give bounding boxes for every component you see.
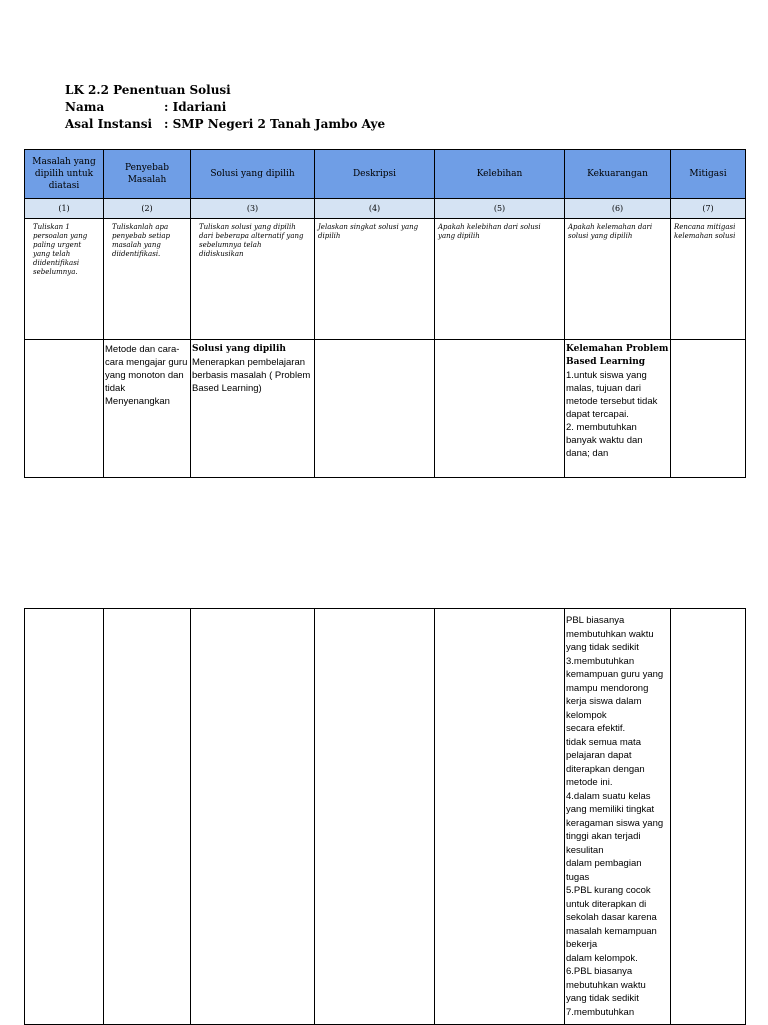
instruction-cell: Apakah kelemahan dari solusi yang dipilih (565, 219, 671, 340)
column-header: Penyebab Masalah (104, 150, 191, 199)
column-number: (6) (565, 199, 671, 219)
text-line: bekerja (566, 939, 598, 950)
instansi-label: Asal Instansi (65, 117, 153, 131)
text-line: tidak semua mata (566, 736, 641, 748)
text-line: dalam kelompok. (566, 952, 638, 964)
worksheet-header (65, 82, 385, 133)
masalah-continued-cell (25, 609, 104, 1025)
kekurangan-answer-cell (565, 340, 671, 478)
text-line: kerja siswa dalam (566, 696, 642, 707)
text-line: banyak waktu dan (566, 435, 643, 446)
column-number: (3) (191, 199, 315, 219)
instruction-cell: Rencana mitigasi kelemahan solusi (671, 219, 746, 340)
column-header: Solusi yang dipilih (191, 150, 315, 199)
text-line: yang tidak sedikit (566, 993, 639, 1004)
text-line: metode tersebut tidak (566, 396, 658, 407)
column-number: (2) (104, 199, 191, 219)
penyebab-continued-cell (104, 609, 191, 1025)
penyebab-answer-cell: Metode dan cara-cara mengajar guru yang monoton dan tidak Menyenangkan (104, 340, 191, 478)
instruction-cell: Tuliskanlah apa penyebab setiap masalah yang diidentifikasi. (104, 219, 191, 340)
text-line: 7.membutuhkan (566, 1006, 635, 1018)
kekurangan-continued-cell (565, 609, 671, 1025)
nama-value: : Idariani (164, 100, 227, 114)
column-header: Deskripsi (315, 150, 435, 199)
kekurangan-continued-lines (566, 614, 669, 1019)
text-line: sekolah dasar karena (566, 912, 657, 923)
text-line: metode ini. (566, 777, 613, 788)
text-line: masalah kemampuan (566, 925, 657, 937)
worksheet-title-row (65, 82, 385, 99)
kekurangan-answer-lines (566, 369, 669, 460)
solusi-continued-cell (191, 609, 315, 1025)
solusi-answer-text: Menerapkan pembelajaran berbasis masalah ( Problem Based Learning) (192, 357, 311, 394)
text-line: kemampuan guru yang (566, 669, 664, 680)
text-line: secara efektif. (566, 723, 626, 734)
instruction-cell: Tuliskan solusi yang dipilih dari beberapa alternatif yang sebelumnya telah didiskusikan (191, 219, 315, 340)
continued-row (25, 609, 746, 1025)
answer-row (25, 340, 746, 478)
masalah-answer-cell (25, 340, 104, 478)
table-header-row (25, 150, 746, 199)
text-line: mampu mendorong (566, 682, 649, 694)
mitigasi-answer-cell (671, 340, 746, 478)
kelebihan-answer-cell (435, 340, 565, 478)
kelebihan-continued-cell (435, 609, 565, 1025)
instruction-cell: Jelaskan singkat solusi yang dipilih (315, 219, 435, 340)
column-number: (5) (435, 199, 565, 219)
instruction-cell: Apakah kelebihan dari solusi yang dipilih (435, 219, 565, 340)
text-line: 6.PBL biasanya (566, 966, 633, 977)
text-line: tugas (566, 871, 590, 883)
text-line: PBL biasanya (566, 615, 625, 626)
instruction-cell: Tuliskan 1 persoalan yang paling urgent yang telah diidentifikasi sebelumnya. (25, 219, 104, 340)
instruction-row (25, 219, 746, 340)
text-line: dana; dan (566, 448, 609, 459)
column-header: Masalah yang dipilih untuk diatasi (25, 150, 104, 199)
column-header: Kelebihan (435, 150, 565, 199)
text-line: untuk diterapkan di (566, 898, 647, 910)
column-number: (4) (315, 199, 435, 219)
text-line: mebutuhkan waktu (566, 979, 646, 991)
text-line: keragaman siswa yang (566, 817, 664, 829)
column-number: (7) (671, 199, 746, 219)
text-line: tinggi akan terjadi (566, 831, 641, 842)
deskripsi-continued-cell (315, 609, 435, 1025)
text-line: yang tidak sedikit (566, 642, 639, 653)
column-number-row (25, 199, 746, 219)
text-line: pelajaran dapat (566, 750, 632, 761)
solusi-answer-cell (191, 340, 315, 478)
text-line: kelompok (566, 709, 607, 721)
text-line: diterapkan dengan (566, 763, 645, 775)
kekurangan-answer-title: Kelemahan Problem Based Learning (566, 344, 669, 367)
text-line: dapat tercapai. (566, 409, 629, 420)
deskripsi-answer-cell (315, 340, 435, 478)
instansi-value: : SMP Negeri 2 Tanah Jambo Aye (164, 117, 386, 131)
text-line: 4.dalam suatu kelas (566, 790, 651, 802)
solusi-answer-title: Solusi yang dipilih (192, 344, 286, 354)
text-line: 3.membutuhkan (566, 655, 635, 667)
instansi-row (65, 116, 385, 133)
text-line: 5.PBL kurang cocok (566, 885, 651, 896)
solution-table (24, 149, 746, 478)
mitigasi-continued-cell (671, 609, 746, 1025)
text-line: 2. membutuhkan (566, 422, 637, 433)
text-line: malas, tujuan dari (566, 383, 641, 394)
worksheet-title: LK 2.2 Penentuan Solusi (65, 83, 231, 97)
column-header: Mitigasi (671, 150, 746, 199)
text-line: yang memiliki tingkat (566, 804, 655, 815)
column-number: (1) (25, 199, 104, 219)
solution-table-continued (24, 608, 746, 1025)
text-line: membutuhkan waktu (566, 628, 654, 640)
nama-row (65, 99, 385, 116)
text-line: kesulitan (566, 844, 604, 856)
nama-label: Nama (65, 100, 105, 114)
text-line: dalam pembagian (566, 858, 642, 869)
column-header: Kekuarangan (565, 150, 671, 199)
text-line: 1.untuk siswa yang (566, 370, 647, 381)
